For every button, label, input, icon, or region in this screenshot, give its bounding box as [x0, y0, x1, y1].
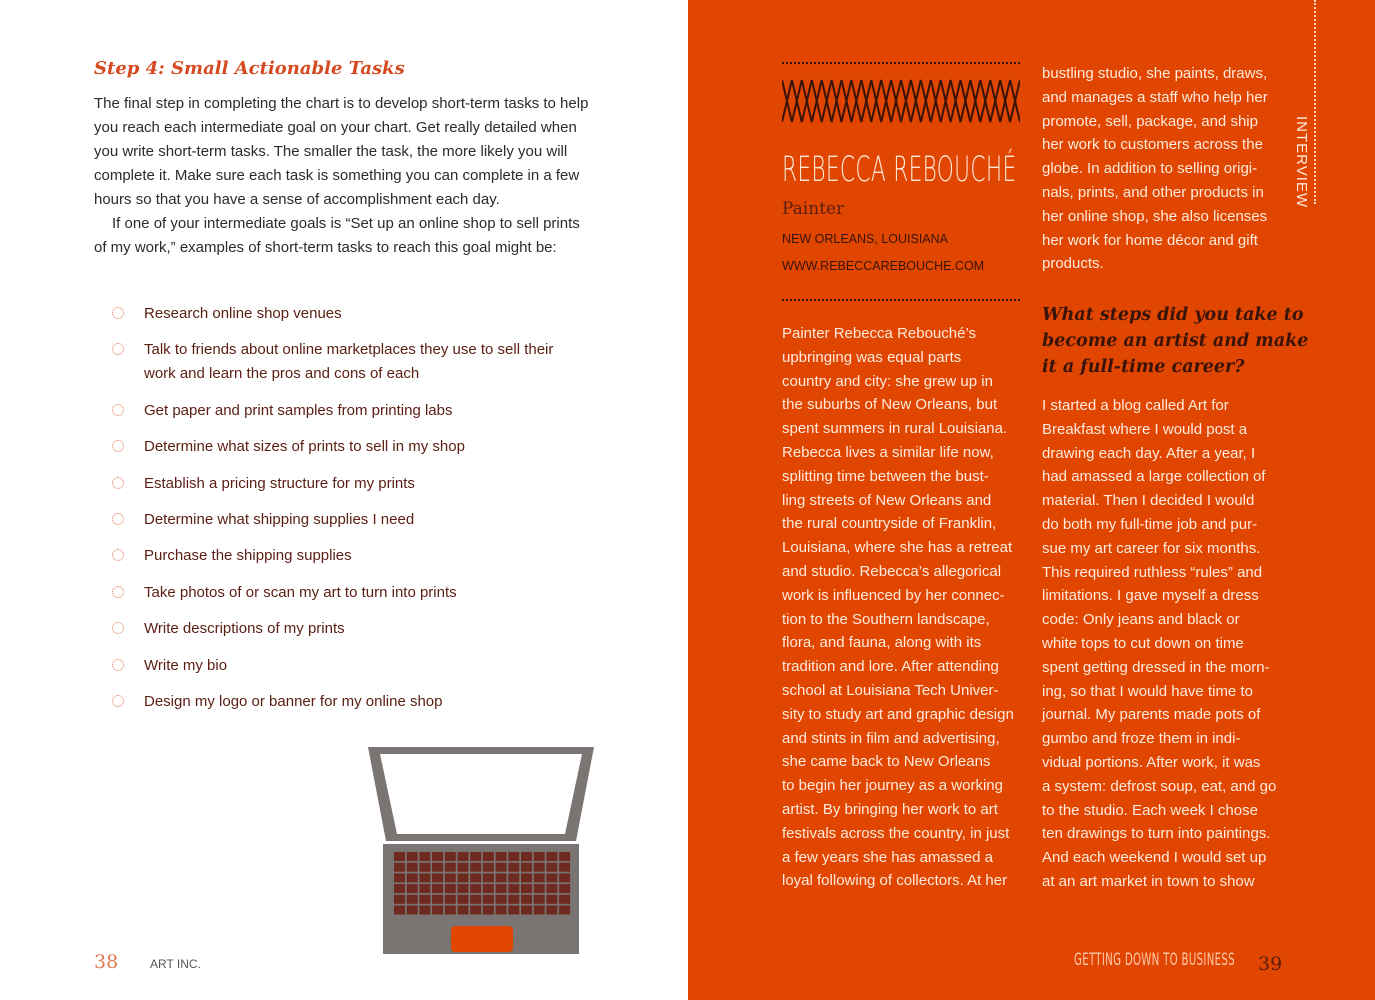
keyboard-key: [559, 873, 570, 882]
text-line: journal. My parents made pots of: [1042, 706, 1261, 724]
text-line: Rebecca lives a similar life now,: [782, 443, 994, 461]
task-text: Establish a pricing structure for my prints: [144, 474, 415, 492]
keyboard-key: [419, 852, 430, 861]
keyboard-key: [419, 906, 430, 915]
keyboard-key: [521, 863, 532, 872]
page-number-left: 38: [94, 951, 119, 973]
text-line: the rural countryside of Franklin,: [782, 515, 997, 533]
text-line: to begin her journey as a working: [782, 777, 1003, 795]
keyboard-key: [470, 906, 481, 915]
text-line: bustling studio, she paints, draws,: [1042, 65, 1268, 82]
keyboard-key: [508, 863, 519, 872]
keyboard-key: [470, 852, 481, 861]
text-line: do both my full-time job and pur-: [1042, 515, 1258, 533]
text-line: and manages a staff who help her: [1042, 88, 1268, 106]
text-line: white tops to cut down on time: [1042, 634, 1244, 652]
keyboard-key: [546, 906, 557, 915]
keyboard-key: [546, 873, 557, 882]
keyboard-key: [432, 895, 443, 904]
keyboard-key: [521, 884, 532, 893]
keyboard-key: [394, 873, 405, 882]
keyboard-key: [419, 863, 430, 872]
keyboard-key: [559, 895, 570, 904]
keyboard-key: [419, 873, 430, 882]
keyboard-key: [419, 884, 430, 893]
side-tab-line: [1314, 0, 1317, 204]
dotted-circle-icon: [112, 586, 124, 598]
dotted-circle-icon: [112, 695, 124, 707]
paragraph-2: If one of your intermediate goals is “Set up an online shop to sell prints of my work,” examples of short-term tasks to reach this goal might be:: [94, 215, 580, 256]
keyboard-key: [483, 895, 494, 904]
dotted-circle-icon: [112, 549, 124, 561]
keyboard-key: [432, 884, 443, 893]
keyboard-key: [432, 863, 443, 872]
keyboard-key: [445, 895, 456, 904]
keyboard-key: [458, 873, 469, 882]
text-line: ing, so that I would have time to: [1042, 682, 1253, 700]
text-line: Painter Rebecca Rebouché’s: [782, 325, 977, 342]
task-item: [112, 654, 582, 678]
interview-question: [1042, 302, 1308, 380]
text-line: ten drawings to turn into paintings.: [1042, 825, 1271, 843]
keyboard-key: [483, 906, 494, 915]
text-line: Louisiana, where she has a retreat: [782, 539, 1013, 557]
running-head-right: GETTING DOWN TO BUSINESS: [1074, 950, 1235, 970]
text-line: festivals across the country, in just: [782, 824, 1010, 842]
text-line: at an art market in town to show: [1042, 872, 1255, 890]
painter-role: Painter: [782, 199, 845, 219]
intro-column: [782, 322, 1014, 893]
task-item: [112, 338, 582, 386]
text-line: splitting time between the bust-: [782, 467, 989, 485]
text-line: loyal following of collectors. At her: [782, 872, 1008, 890]
text-line: code: Only jeans and black or: [1042, 611, 1240, 629]
dotted-circle-icon: [112, 343, 124, 355]
question-line: become an artist and make: [1042, 331, 1309, 351]
text-line: material. Then I decided I would: [1042, 492, 1255, 510]
keyboard-key: [496, 884, 507, 893]
painter-website: WWW.REBECCAREBOUCHE.COM: [782, 259, 985, 273]
keyboard-key: [445, 863, 456, 872]
keyboard-key: [496, 895, 507, 904]
text-line: a system: defrost soup, eat, and go: [1042, 777, 1277, 795]
keyboard-key: [534, 906, 545, 915]
keyboard-key: [407, 906, 418, 915]
keyboard-key: [559, 906, 570, 915]
text-line: gumbo and froze them in indi-: [1042, 730, 1241, 748]
step-heading: Step 4: Small Actionable Tasks: [94, 58, 405, 79]
keyboard-key: [445, 852, 456, 861]
keyboard-key: [394, 895, 405, 904]
painter-name: REBECCA REBOUCHÉ: [782, 150, 1017, 190]
keyboard-key: [521, 895, 532, 904]
text-line: drawing each day. After a year, I: [1042, 444, 1256, 462]
laptop-illustration: [366, 744, 596, 956]
text-line: school at Louisiana Tech Univer-: [782, 681, 999, 699]
keyboard-key: [458, 895, 469, 904]
intro-text: [94, 92, 594, 260]
text-line: had amassed a large collection of: [1042, 468, 1266, 486]
keyboard-key: [521, 873, 532, 882]
text-line: her work for home décor and gift: [1042, 231, 1258, 249]
keyboard-key: [508, 852, 519, 861]
text-line: nals, prints, and other products in: [1042, 183, 1264, 201]
keyboard-key: [508, 895, 519, 904]
task-item: [112, 690, 582, 714]
text-line: globe. In addition to selling origi-: [1042, 160, 1258, 178]
task-item: [112, 581, 582, 605]
text-line: spent getting dressed in the morn-: [1042, 658, 1270, 676]
page-number-right: 39: [1258, 953, 1283, 975]
keyboard-key: [534, 873, 545, 882]
side-tab-label: INTERVIEW: [1293, 116, 1310, 209]
bottom-dotted-rule: [782, 299, 1020, 301]
keyboard-key: [521, 906, 532, 915]
keyboard-key: [546, 863, 557, 872]
task-text: Talk to friends about online marketplaces they use to sell their work and learn the pros and cons of each: [144, 341, 554, 383]
text-line: artist. By bringing her work to art: [782, 800, 998, 818]
keyboard-key: [508, 873, 519, 882]
keyboard-key: [394, 906, 405, 915]
keyboard-key: [483, 863, 494, 872]
question-line: it a full-time career?: [1042, 357, 1245, 377]
task-text: Research online shop venues: [144, 305, 342, 322]
keyboard-key: [483, 884, 494, 893]
task-item: [112, 302, 582, 326]
keyboard-key: [445, 873, 456, 882]
task-item: [112, 508, 582, 532]
task-item: [112, 617, 582, 641]
text-line: And each weekend I would set up: [1042, 849, 1267, 867]
dotted-circle-icon: [112, 513, 124, 525]
keyboard-key: [470, 884, 481, 893]
text-line: and stints in film and advertising,: [782, 729, 1000, 747]
keyboard-key: [432, 906, 443, 915]
keyboard-key: [407, 863, 418, 872]
text-line: tion to the Southern landscape,: [782, 610, 990, 628]
keyboard-key: [407, 884, 418, 893]
task-item: [112, 544, 582, 568]
task-text: Determine what sizes of prints to sell in my shop: [144, 438, 465, 456]
keyboard-key: [394, 863, 405, 872]
task-text: Design my logo or banner for my online shop: [144, 692, 443, 710]
task-text: Write my bio: [144, 656, 228, 674]
text-line: products.: [1042, 255, 1104, 273]
keyboard-key: [521, 852, 532, 861]
text-line: ling streets of New Orleans and: [782, 491, 992, 509]
keyboard-key: [407, 852, 418, 861]
text-line: upbringing was equal parts: [782, 348, 962, 366]
text-line: Breakfast where I would post a: [1042, 420, 1248, 438]
task-text: Determine what shipping supplies I need: [144, 510, 415, 528]
painter-location: NEW ORLEANS, LOUISIANA: [782, 232, 949, 246]
keyboard-key: [458, 906, 469, 915]
task-list: [112, 302, 582, 726]
keyboard-key: [394, 852, 405, 861]
keyboard-key: [407, 895, 418, 904]
keyboard-key: [496, 873, 507, 882]
keyboard-key: [546, 884, 557, 893]
task-item: [112, 435, 582, 459]
dotted-circle-icon: [112, 659, 124, 671]
text-line: limitations. I gave myself a dress: [1042, 587, 1259, 605]
keyboard-key: [470, 895, 481, 904]
paragraph-1: The final step in completing the chart is to develop short-term tasks to help you reach each intermediate goal on your chart. Get really detailed when you write short-term tasks. The smaller the task, the more likely you will complete it. Make sure each task is something you can complete in a few hours so that you have a sense of accomplishment each day.: [94, 95, 589, 208]
keyboard-key: [407, 873, 418, 882]
keyboard-key: [508, 906, 519, 915]
keyboard-key: [508, 884, 519, 893]
keyboard-key: [559, 863, 570, 872]
text-line: she came back to New Orleans: [782, 753, 991, 771]
question-line: What steps did you take to: [1042, 305, 1304, 325]
keyboard-key: [445, 884, 456, 893]
dotted-circle-icon: [112, 622, 124, 634]
keyboard-key: [534, 884, 545, 893]
task-text: Get paper and print samples from printing labs: [144, 401, 453, 419]
keyboard-key: [534, 863, 545, 872]
zigzag-ornament: [782, 78, 1020, 124]
keyboard-key: [432, 873, 443, 882]
right-page: [688, 0, 1375, 1000]
keyboard-key: [483, 852, 494, 861]
bio-continued: [1042, 62, 1268, 276]
keyboard-key: [470, 863, 481, 872]
text-line: to the studio. Each week I chose: [1042, 801, 1258, 819]
keyboard-key: [432, 852, 443, 861]
keyboard-key: [534, 895, 545, 904]
keyboard-key: [445, 906, 456, 915]
text-line: country and city: she grew up in: [782, 372, 993, 390]
text-line: This required ruthless “rules” and: [1042, 563, 1263, 581]
keyboard-key: [458, 863, 469, 872]
keyboard-key: [483, 873, 494, 882]
text-line: vidual portions. After work, it was: [1042, 753, 1261, 771]
keyboard-key: [559, 852, 570, 861]
keyboard-key: [419, 895, 430, 904]
keyboard-key: [458, 852, 469, 861]
dotted-circle-icon: [112, 440, 124, 452]
text-line: I started a blog called Art for: [1042, 397, 1229, 414]
text-line: and studio. Rebecca’s allegorical: [782, 562, 1002, 580]
zigzag-line: [782, 80, 1020, 122]
keyboard-key: [534, 852, 545, 861]
keyboard-key: [458, 884, 469, 893]
dotted-circle-icon: [112, 477, 124, 489]
text-line: her work to customers across the: [1042, 136, 1263, 154]
text-line: promote, sell, package, and ship: [1042, 112, 1258, 130]
keyboard-key: [394, 884, 405, 893]
keyboard-key: [496, 863, 507, 872]
text-line: the suburbs of New Orleans, but: [782, 396, 998, 414]
keyboard-key: [470, 873, 481, 882]
text-line: a few years she has amassed a: [782, 848, 993, 866]
keyboard-key: [559, 884, 570, 893]
top-dotted-rule: [782, 62, 1020, 64]
text-line: work is influenced by her connec-: [782, 586, 1005, 604]
keyboard-key: [546, 852, 557, 861]
text-line: spent summers in rural Louisiana.: [782, 420, 1008, 438]
task-item: [112, 472, 582, 496]
keyboard-key: [496, 852, 507, 861]
text-line: sity to study art and graphic design: [782, 705, 1014, 723]
dotted-circle-icon: [112, 307, 124, 319]
running-head-left: ART INC.: [150, 957, 201, 971]
dotted-circle-icon: [112, 404, 124, 416]
text-line: sue my art career for six months.: [1042, 539, 1261, 557]
interview-answer: [1042, 394, 1276, 894]
task-text: Take photos of or scan my art to turn into prints: [144, 583, 457, 601]
task-text: Purchase the shipping supplies: [144, 547, 352, 565]
task-text: Write descriptions of my prints: [144, 620, 345, 638]
keyboard-key: [546, 895, 557, 904]
keyboard-key: [496, 906, 507, 915]
text-line: tradition and lore. After attending: [782, 658, 999, 676]
text-line: flora, and fauna, along with its: [782, 634, 982, 652]
text-line: her online shop, she also licenses: [1042, 207, 1268, 225]
task-item: [112, 399, 582, 423]
